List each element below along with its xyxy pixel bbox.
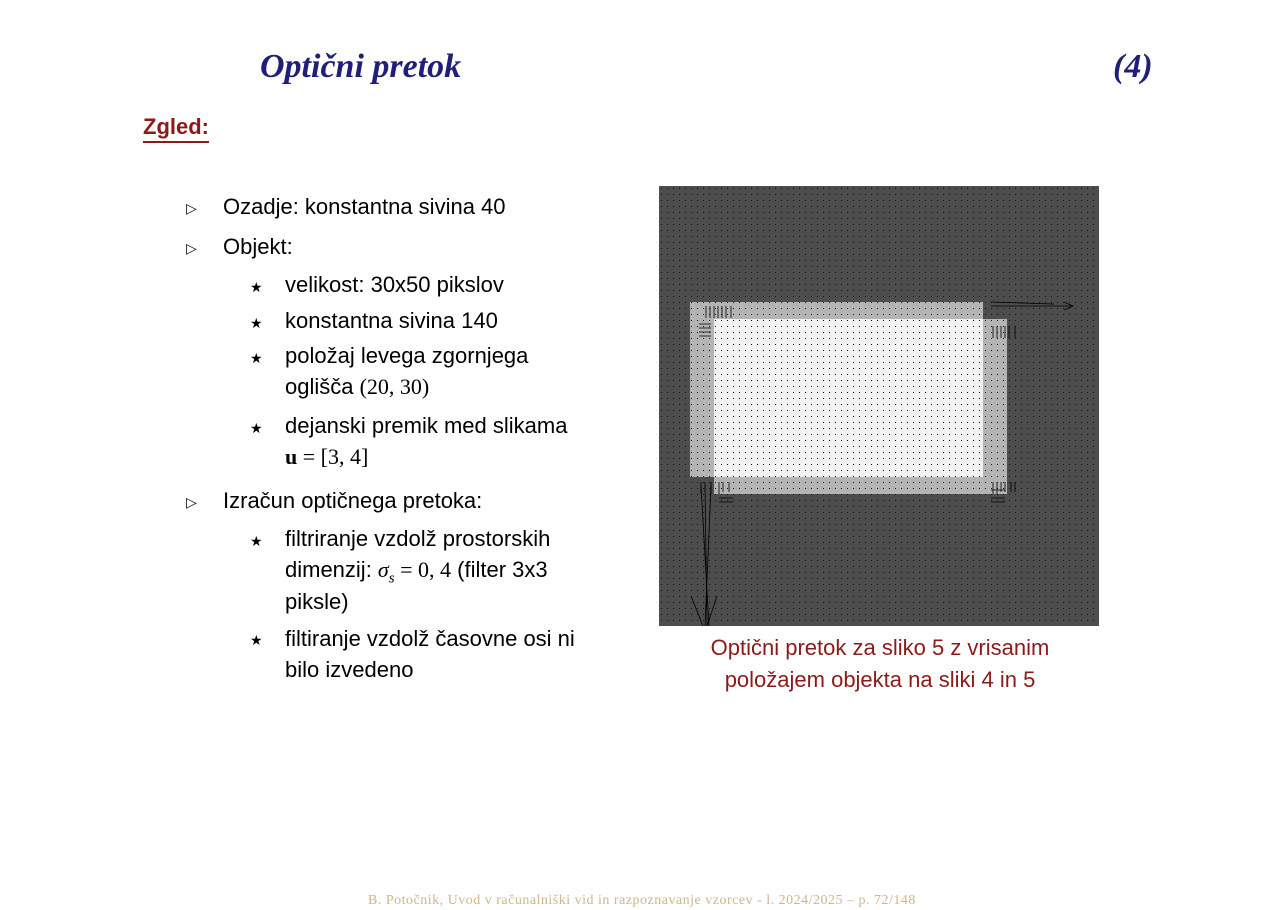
position-text: oglišča [285, 374, 360, 399]
footer: B. Potočnik, Uvod v računalniški vid in razpoznavanje vzorcev - l. 2024/2025 – p. 72/148 [368, 893, 916, 908]
triangle-bullet-icon: ▷ [186, 200, 197, 216]
bullet-spatial-filter-line1: filtriranje vzdolž prostorskih [285, 526, 551, 551]
filter-pre: dimenzij: [285, 557, 378, 582]
bullet-size: velikost: 30x50 pikslov [285, 272, 504, 297]
star-bullet-icon: ★ [250, 632, 263, 648]
sigma-value: = 0, 4 [394, 557, 452, 582]
bullet-position-line1: položaj levega zgornjega [285, 343, 529, 368]
triangle-bullet-icon: ▷ [186, 494, 197, 510]
sigma-subscript: s [388, 570, 395, 587]
bullet-position-line2 [285, 374, 429, 400]
displacement-vector-symbol: u [285, 444, 298, 469]
star-bullet-icon: ★ [250, 420, 263, 436]
star-bullet-icon: ★ [250, 533, 263, 549]
bullet-spatial-filter-line3: piksle) [285, 589, 349, 614]
displacement-value: = [3, 4] [297, 444, 369, 469]
sigma-symbol: σ [377, 557, 389, 582]
triangle-bullet-icon: ▷ [186, 240, 197, 256]
bullet-displacement-line2 [285, 444, 368, 470]
bullet-temporal-filter-line2: bilo izvedeno [285, 657, 414, 682]
star-bullet-icon: ★ [250, 350, 263, 366]
optical-flow-figure [659, 186, 1099, 626]
bullet-background: Ozadje: konstantna sivina 40 [223, 194, 506, 219]
bullet-temporal-filter-line1: filtiranje vzdolž časovne osi ni [285, 626, 575, 651]
bullet-displacement-line1: dejanski premik med slikama [285, 413, 568, 438]
section-heading: Zgled: [143, 114, 209, 143]
slide-title: Optični pretok [260, 48, 462, 85]
bullet-spatial-filter-line2 [285, 557, 548, 587]
bullet-gray: konstantna sivina 140 [285, 308, 498, 333]
bullet-computation: Izračun optičnega pretoka: [223, 488, 483, 513]
bullet-object: Objekt: [223, 234, 293, 259]
filter-post: (filter 3x3 [451, 557, 548, 582]
star-bullet-icon: ★ [250, 315, 263, 331]
position-math: (20, 30) [359, 374, 430, 399]
flow-vector-grid [659, 186, 1099, 626]
star-bullet-icon: ★ [250, 279, 263, 295]
figure-caption-line2: položajem objekta na sliki 4 in 5 [724, 667, 1036, 692]
figure-caption-line1: Optični pretok za sliko 5 z vrisanim [710, 635, 1050, 660]
slide-number: (4) [1113, 48, 1153, 85]
